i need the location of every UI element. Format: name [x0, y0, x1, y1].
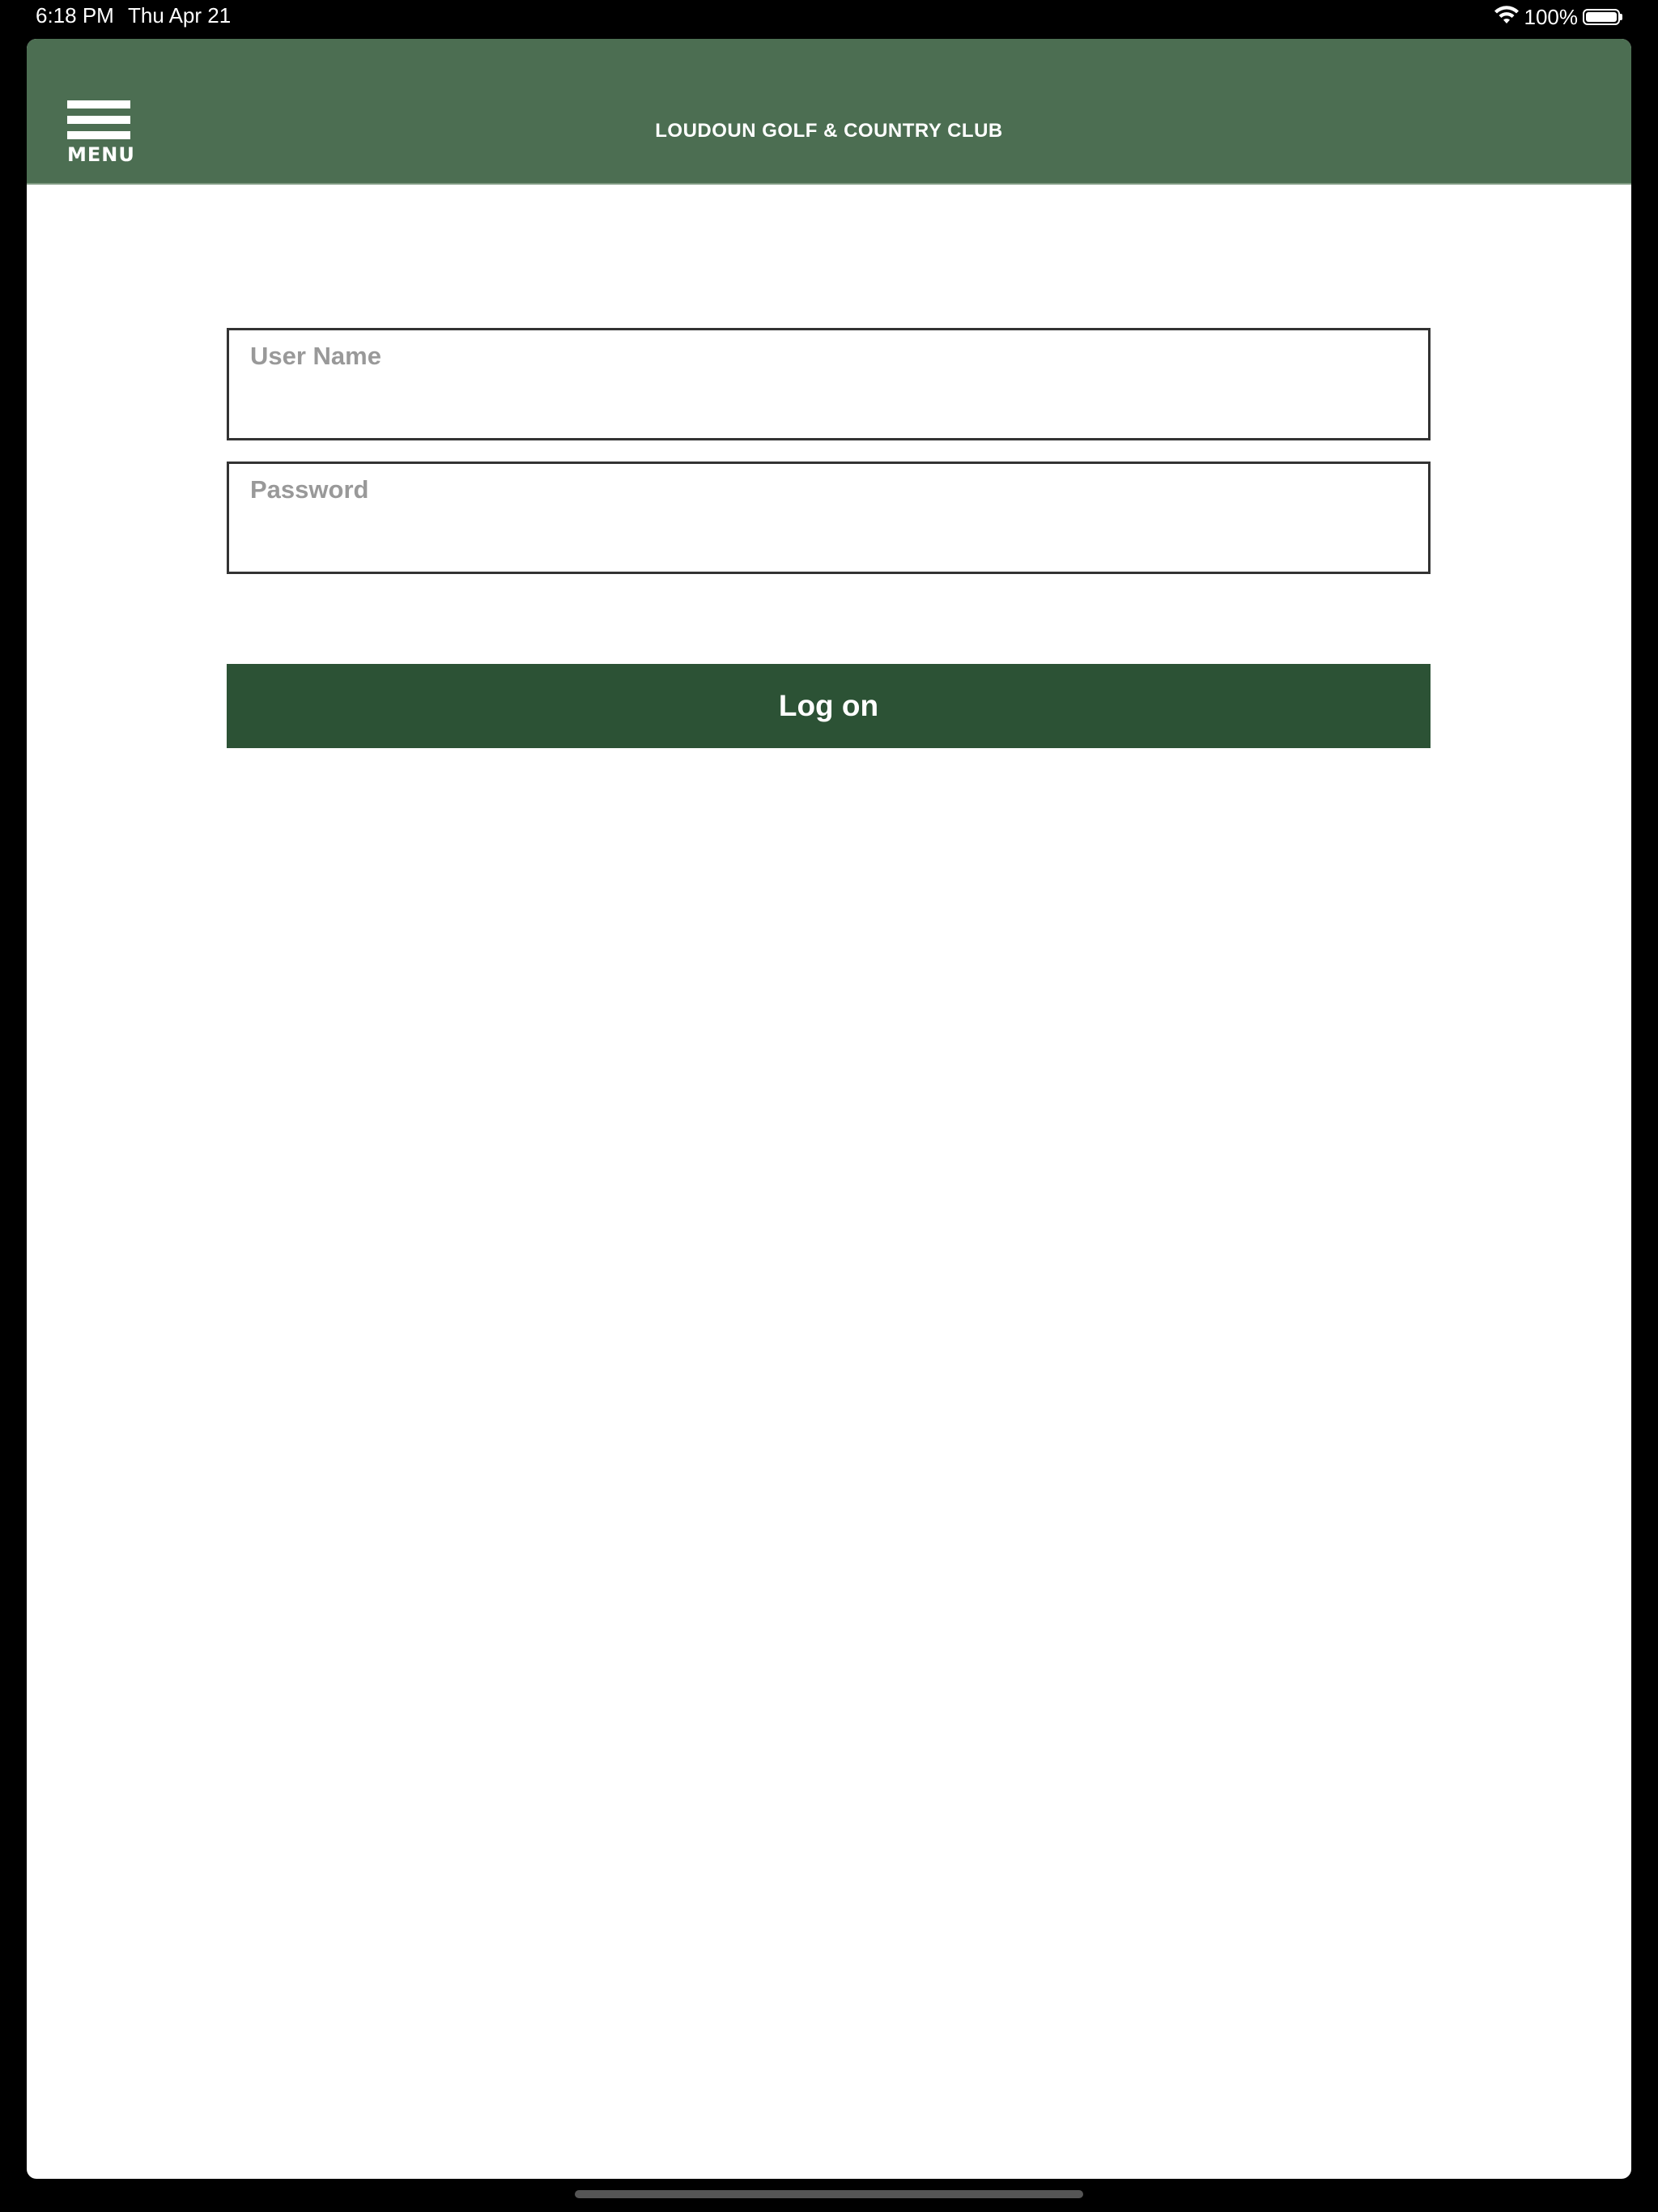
battery-fill: [1586, 12, 1617, 22]
battery-body: [1583, 9, 1620, 25]
status-time: 6:18 PM: [36, 3, 114, 28]
page-title: LOUDOUN GOLF & COUNTRY CLUB: [655, 120, 1003, 142]
battery-icon: [1583, 9, 1622, 25]
status-indicators: [1494, 2, 1623, 32]
menu-label: MENU: [67, 143, 135, 166]
wifi-icon: [1494, 4, 1520, 31]
battery-tip: [1620, 14, 1622, 20]
status-bar: [0, 0, 1658, 36]
status-date: Thu Apr 21: [128, 3, 232, 28]
battery-percentage: 100%: [1524, 4, 1578, 29]
username-field[interactable]: [227, 328, 1431, 440]
home-indicator[interactable]: [575, 2190, 1083, 2198]
password-field[interactable]: [227, 462, 1431, 574]
username-input[interactable]: [229, 330, 1428, 438]
app-window: [27, 39, 1631, 2179]
log-on-button[interactable]: Log on: [227, 664, 1431, 748]
app-header: [27, 39, 1631, 185]
password-input[interactable]: [229, 464, 1428, 572]
